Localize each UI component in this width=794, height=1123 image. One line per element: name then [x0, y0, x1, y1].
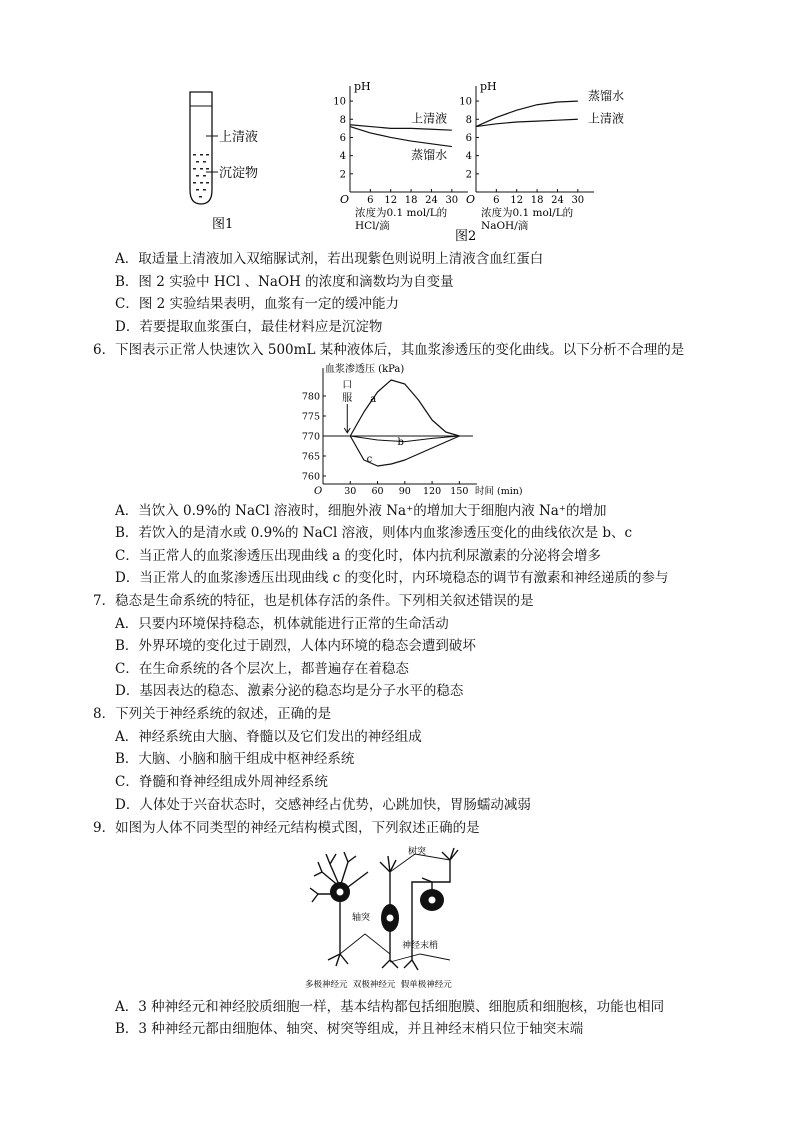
- osm-xtick-label-4: 150: [450, 486, 469, 497]
- osm-xtick-label-3: 120: [423, 486, 442, 497]
- hcl-ytick-label-3: 8: [339, 114, 346, 126]
- osm-xtick-label-0: 30: [344, 486, 357, 497]
- figure-q6-chart: [295, 364, 523, 498]
- q9-option-b: B．3 种神经元都由细胞体、轴突、树突等组成，并且神经末梢只位于轴突末端: [115, 1021, 584, 1037]
- naoh-ytick-label-4: 10: [459, 96, 472, 108]
- q7-option-c: C．在生命系统的各个层次上，都普遍存在着稳态: [115, 661, 409, 677]
- hcl-ytick-label-4: 10: [333, 96, 346, 108]
- osm-ytick-label-3: 775: [301, 411, 320, 423]
- hcl-ytick-label-2: 6: [339, 132, 346, 144]
- hcl-xlabel-2: HCl/滴: [355, 220, 390, 232]
- osm-series-a: [350, 380, 459, 436]
- hcl-series-0: [350, 125, 452, 130]
- naoh-series-label-1: 上清液: [588, 111, 625, 126]
- figure-2-caption: 图2: [455, 229, 477, 244]
- figure-2-charts: [330, 80, 625, 245]
- naoh-origin: O: [466, 193, 476, 206]
- multipolar-neuron-icon: [310, 852, 371, 966]
- q9-stem: 9．如图为人体不同类型的神经元结构模式图，下列叙述正确的是: [93, 820, 480, 836]
- hcl-ytick-label-0: 2: [339, 169, 346, 181]
- hcl-xtick-label-3: 24: [425, 195, 438, 206]
- osm-xlabel: 时间 (min): [475, 486, 523, 497]
- q8-option-a: A．神经系统由大脑、脊髓以及它们发出的神经组成: [115, 729, 422, 745]
- osm-annotation-2: 服: [342, 393, 353, 404]
- naoh-xtick-label-0: 6: [493, 195, 500, 206]
- osm-xtick-label-2: 90: [398, 486, 411, 497]
- q6-option-a: A．当饮入 0.9%的 NaCl 溶液时，细胞外液 Na⁺的增加大于细胞内液 Na⁺的增加: [115, 503, 607, 519]
- naoh-xtick-label-3: 24: [551, 195, 564, 206]
- naoh-series-label-0: 蒸馏水: [588, 89, 625, 104]
- q8-option-b: B．大脑、小脑和脑干组成中枢神经系统: [115, 751, 355, 767]
- hcl-series-label-1: 蒸馏水: [411, 148, 448, 163]
- figure-1-caption: 图1: [212, 217, 234, 232]
- naoh-ytick-label-0: 2: [465, 169, 472, 181]
- q8-option-c: C．脊髓和脊神经组成外周神经系统: [115, 774, 328, 790]
- label-dendrite: 树突: [408, 847, 427, 857]
- naoh-xlabel-1: 浓度为0.1 mol/L的: [481, 207, 574, 219]
- naoh-ytick-label-1: 4: [465, 151, 472, 163]
- label-axon: 轴突: [352, 913, 371, 923]
- osm-origin: O: [314, 486, 323, 497]
- hcl-ytick-label-1: 4: [339, 151, 346, 163]
- hcl-xtick-label-4: 30: [445, 195, 459, 206]
- osm-ylabel: 血浆渗透压 (kPa): [325, 364, 405, 375]
- q6-option-d: D．当正常人的血浆渗透压出现曲线 c 的变化时，内环境稳态的调节有激素和神经递质的参与: [115, 570, 669, 586]
- q7-option-d: D．基因表达的稳态、激素分泌的稳态均是分子水平的稳态: [115, 683, 464, 699]
- hcl-xtick-label-2: 18: [404, 195, 418, 206]
- naoh-xtick-label-2: 18: [530, 195, 544, 206]
- chart-naoh: [459, 80, 624, 232]
- chart-osmotic-pressure: [302, 362, 523, 497]
- q7-stem: 7．稳态是生命系统的特征，也是机体存活的条件。下列相关叙述错误的是: [93, 593, 534, 609]
- naoh-xtick-label-4: 30: [571, 195, 585, 206]
- q8-stem: 8．下列关于神经系统的叙述，正确的是: [93, 706, 332, 722]
- q5-option-a: A．取适量上清液加入双缩脲试剂，若出现紫色则说明上清液含血红蛋白: [115, 251, 544, 267]
- osm-xtick-label-1: 60: [371, 486, 384, 497]
- figure-1-test-tube: [180, 86, 290, 234]
- q8-option-d: D．人体处于兴奋状态时，交感神经占优势，心跳加快，胃肠蠕动减弱: [115, 797, 531, 813]
- osm-annotation-1: 口: [342, 380, 353, 391]
- q7-option-b: B．外界环境的变化过于剧烈，人体内环境的稳态会遭到破坏: [115, 638, 476, 654]
- naoh-ylabel: pH: [480, 80, 497, 93]
- q6-option-c: C．当正常人的血浆渗透压出现曲线 a 的变化时，体内抗利尿激素的分泌将会增多: [115, 548, 601, 564]
- hcl-xtick-label-1: 12: [384, 195, 398, 206]
- osm-ytick-label-0: 760: [301, 471, 320, 483]
- label-nerve-terminal: 神经末梢: [402, 941, 439, 951]
- label-supernatant: 上清液: [219, 130, 259, 145]
- osm-ytick-label-1: 765: [301, 451, 320, 463]
- hcl-series-label-0: 上清液: [411, 111, 448, 126]
- naoh-ytick-label-2: 6: [465, 132, 472, 144]
- naoh-series-0: [476, 101, 578, 126]
- osm-series-b: [350, 436, 459, 442]
- hcl-origin: O: [340, 193, 350, 206]
- osm-ytick-label-4: 780: [301, 391, 320, 403]
- q5-option-d: D．若要提取血浆蛋白，最佳材料应是沉淀物: [115, 319, 383, 335]
- osm-series-label-a: a: [370, 394, 377, 405]
- hcl-xlabel-1: 浓度为0.1 mol/L的: [355, 207, 448, 219]
- figure-q9-neurons: [300, 842, 500, 992]
- osm-series-label-b: b: [397, 436, 404, 448]
- q5-option-b: B．图 2 实验中 HCl 、NaOH 的浓度和滴数均为自变量: [115, 274, 454, 290]
- naoh-ytick-label-3: 8: [465, 114, 472, 126]
- label-sediment: 沉淀物: [219, 166, 259, 181]
- naoh-xtick-label-1: 12: [510, 195, 524, 206]
- q6-stem: 6．下图表示正常人快速饮入 500mL 某种液体后，其血浆渗透压的变化曲线。以下分析不合理的是: [93, 342, 685, 358]
- q7-option-a: A．只要内环境保持稳态，机体就能进行正常的生命活动: [115, 616, 449, 632]
- q6-option-b: B．若饮入的是清水或 0.9%的 NaCl 溶液，则体内血浆渗透压变化的曲线依次是 b、c: [115, 525, 633, 541]
- osm-series-label-c: c: [366, 454, 373, 465]
- hcl-ylabel: pH: [354, 80, 371, 93]
- chart-hcl: [333, 80, 468, 232]
- label-neuron-types: 多极神经元 双极神经元 假单极神经元: [305, 980, 452, 990]
- hcl-xtick-label-0: 6: [367, 195, 374, 206]
- naoh-xlabel-2: NaOH/滴: [481, 220, 529, 232]
- q5-option-c: C．图 2 实验结果表明，血浆有一定的缓冲能力: [115, 296, 400, 312]
- osm-ytick-label-2: 770: [301, 431, 320, 443]
- q9-option-a: A．3 种神经元和神经胶质细胞一样，基本结构都包括细胞膜、细胞质和细胞核，功能也相同: [115, 999, 665, 1015]
